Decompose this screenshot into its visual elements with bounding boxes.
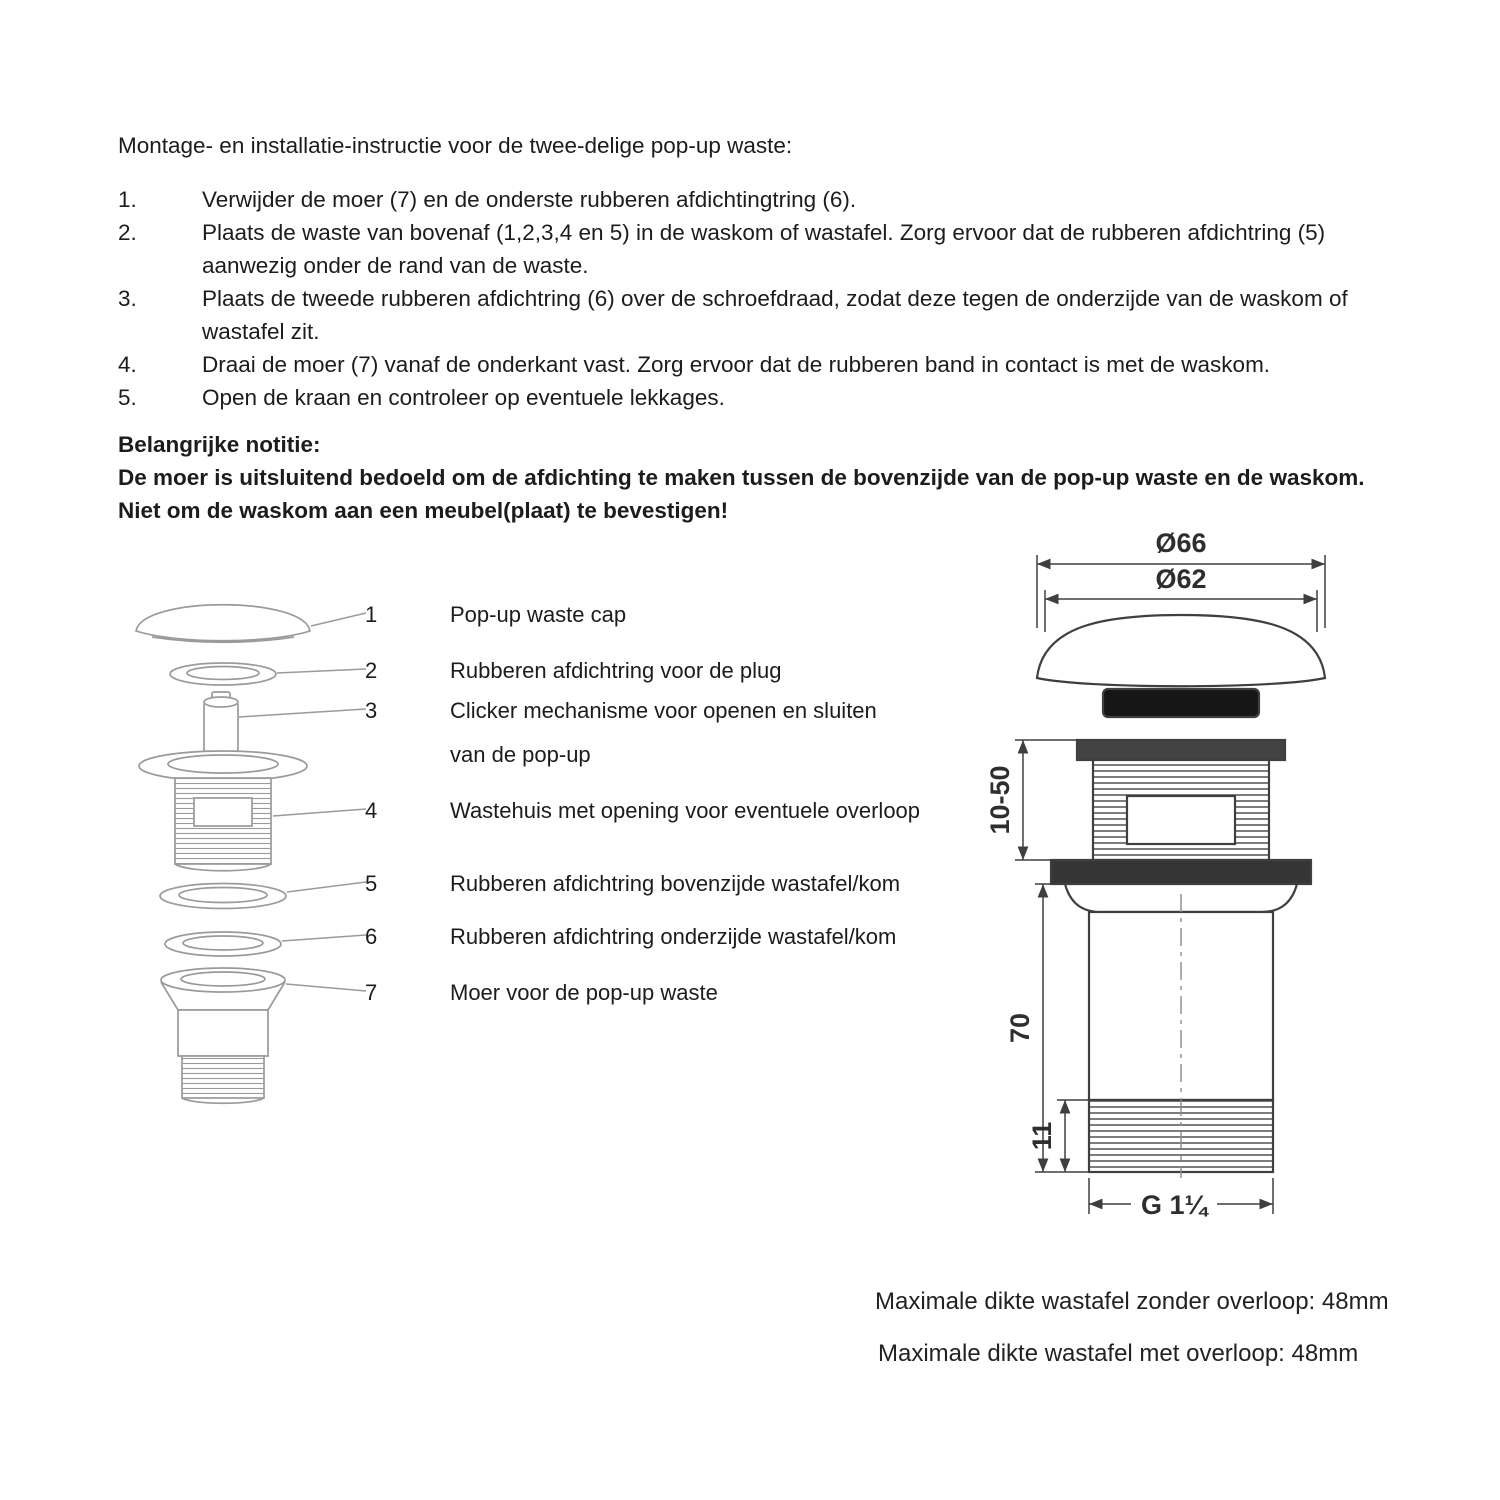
- profile-top-flange: [1077, 740, 1285, 760]
- part-number: 7: [365, 980, 378, 1005]
- part-clicker-mechanism: [204, 692, 238, 756]
- dim-thread-size: G 1¼: [1140, 1190, 1208, 1220]
- max-thickness-without-overflow: Maximale dikte wastafel zonder overloop: 48mm: [875, 1288, 1389, 1315]
- part-plug-seal-ring: [170, 663, 276, 685]
- note-line-2: Niet om de waskom aan een meubel(plaat) te bevestigen!: [118, 498, 729, 523]
- exploded-parts-diagram: [118, 586, 368, 1116]
- part-label: Rubberen afdichtring bovenzijde wastafel/kom: [450, 871, 901, 896]
- note-heading: Belangrijke notitie:: [118, 432, 321, 457]
- part-number: 2: [365, 658, 378, 683]
- part-number: 4: [365, 798, 378, 823]
- step-number: 4.: [118, 352, 137, 377]
- part-label: Wastehuis met opening voor eventuele overloop: [450, 798, 921, 823]
- profile-rubber-ring: [1103, 689, 1259, 717]
- step-1: [118, 183, 1388, 216]
- step-5: [118, 381, 1388, 414]
- step-text: Verwijder de moer (7) en de onderste rubberen afdichtingtring (6).: [202, 187, 857, 212]
- profile-overflow-window: [1127, 796, 1235, 844]
- step-2: [118, 216, 1388, 282]
- step-number: 2.: [118, 220, 137, 245]
- part-label: Rubberen afdichtring onderzijde wastafel/kom: [450, 924, 897, 949]
- part-label: Clicker mechanisme voor openen en sluiten: [450, 698, 877, 723]
- dim-clamp-range: 10-50: [985, 765, 1015, 835]
- part-label: Rubberen afdichtring voor de plug: [450, 658, 782, 683]
- dim-outer-diameter: Ø66: [1155, 528, 1207, 558]
- part-number: 5: [365, 871, 378, 896]
- part-number: 1: [365, 602, 378, 627]
- step-number: 1.: [118, 187, 137, 212]
- part-top-seal-ring: [160, 884, 286, 909]
- page-title: Montage- en installatie-instructie voor de twee-delige pop-up waste:: [118, 133, 793, 158]
- profile-cap: [1037, 615, 1325, 686]
- dim-body-height: 70: [1005, 1012, 1035, 1044]
- part-label: Pop-up waste cap: [450, 602, 627, 627]
- step-3: [118, 282, 1388, 348]
- step-4: [118, 348, 1388, 381]
- note-line-1: De moer is uitsluitend bedoeld om de afdichting te maken tussen de bovenzijde van de pop-up waste en de waskom.: [118, 465, 1365, 490]
- part-nut: [161, 968, 285, 1103]
- important-note: [118, 428, 1428, 527]
- step-text: Draai de moer (7) vanaf de onderkant vast. Zorg ervoor dat de rubberen band in contact is met de waskom.: [202, 352, 1271, 377]
- part-label: Moer voor de pop-up waste: [450, 980, 718, 1005]
- part-waste-body: [139, 751, 307, 871]
- max-thickness-with-overflow: Maximale dikte wastafel met overloop: 48mm: [878, 1340, 1359, 1367]
- dim-inner-diameter: Ø62: [1155, 564, 1207, 594]
- profile-nut-flange: [1051, 860, 1311, 884]
- part-label: van de pop-up: [450, 742, 591, 767]
- part-number: 3: [365, 698, 378, 723]
- technical-drawing: [985, 528, 1365, 1248]
- instruction-steps: [118, 183, 1388, 414]
- part-bottom-seal-ring: [165, 932, 281, 956]
- part-cap: [136, 605, 310, 643]
- step-text: Open de kraan en controleer op eventuele lekkages.: [202, 385, 725, 410]
- step-text: Plaats de waste van bovenaf (1,2,3,4 en 5) in de waskom of wastafel. Zorg ervoor dat de rubberen afdichtring (5) aanwezig onder de rand van de waste.: [202, 220, 1326, 278]
- step-text: Plaats de tweede rubberen afdichtring (6) over de schroefdraad, zodat deze tegen de onderzijde van de waskom of wastafel zit.: [202, 286, 1348, 344]
- part-number: 6: [365, 924, 378, 949]
- step-number: 3.: [118, 286, 137, 311]
- step-number: 5.: [118, 385, 137, 410]
- dim-thread-height: 11: [1027, 1121, 1057, 1151]
